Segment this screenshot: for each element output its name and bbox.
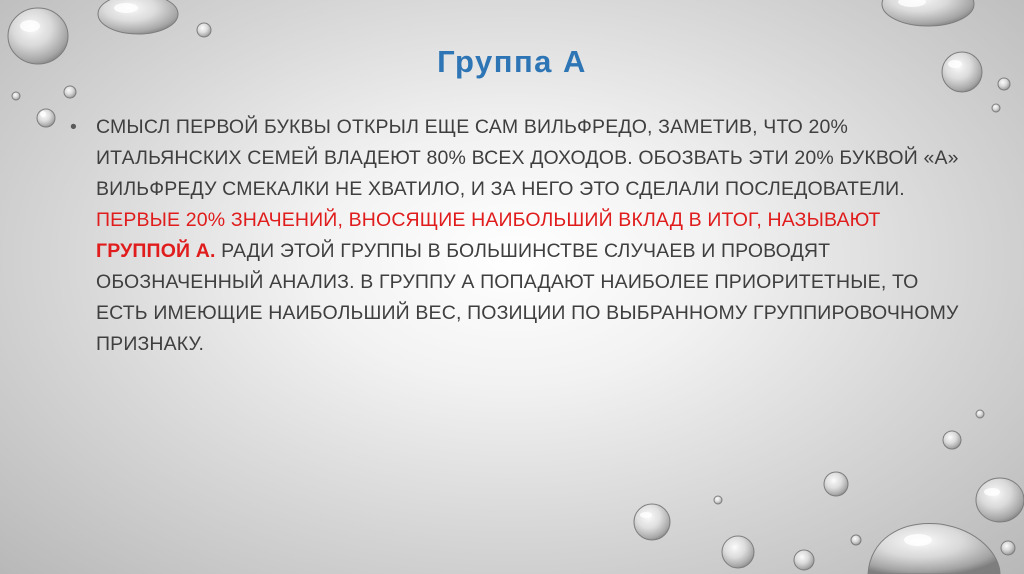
droplet-top-left-medium [98,0,178,34]
slide-body-list [70,112,960,360]
droplet-top-left-small-1 [197,23,211,37]
paragraph-part-1: СМЫСЛ ПЕРВОЙ БУКВЫ ОТКРЫЛ ЕЩЕ САМ ВИЛЬФРЕДО, ЗАМЕТИВ, ЧТО 20% ИТАЛЬЯНСКИХ СЕМЕЙ ВЛАДЕЮТ 80% ВСЕХ ДОХОДОВ. ОБОЗВАТЬ ЭТИ 20% БУКВОЙ «А» ВИЛЬФРЕДУ СМЕКАЛКИ НЕ ХВАТИЛО, И ЗА НЕГО ЭТО СДЕЛАЛИ ПОСЛЕДОВАТЕЛИ. [96,116,959,200]
droplet-bottom-right-medium-4 [824,472,848,496]
highlight-bold-text: ГРУППОЙ А [96,240,210,262]
droplet-bottom-right-small-3 [1001,541,1015,555]
droplet-bottom-right-small-2 [794,550,814,570]
droplet-bottom-right-medium-1 [976,478,1024,522]
slide-title: Группа А [437,44,587,79]
droplet-top-left-small-2 [37,109,55,127]
highlight-text: ПЕРВЫЕ 20% ЗНАЧЕНИЙ, ВНОСЯЩИЕ НАИБОЛЬШИЙ ВКЛАД В ИТОГ, НАЗЫВАЮТ [96,209,881,231]
droplet-bottom-right-medium-3 [722,536,754,568]
highlight-period: . [210,240,216,262]
droplet-bottom-right-large [868,523,1000,574]
droplet-bottom-right-small-1 [943,431,961,449]
droplet-bottom-right-small-6 [851,535,861,545]
droplet-top-left-small-3 [64,86,76,98]
bullet-icon: • [70,116,77,138]
droplet-top-right-small-2 [992,104,1000,112]
bullet-item [70,112,960,360]
droplet-top-right-large [882,0,974,26]
droplet-bottom-right-medium-2 [634,504,670,540]
droplet-bottom-right-small-4 [976,410,984,418]
paragraph-part-2: РАДИ ЭТОЙ ГРУППЫ В БОЛЬШИНСТВЕ СЛУЧАЕВ И ПРОВОДЯТ ОБОЗНАЧЕННЫЙ АНАЛИЗ. В ГРУППУ А ПОПАДАЮТ НАИБОЛЕЕ ПРИОРИТЕТНЫЕ, ТО ЕСТЬ ИМЕЮЩИЕ НАИБОЛЬШИЙ ВЕС, ПОЗИЦИИ ПО ВЫБРАННОМУ ГРУППИРОВОЧНОМУ ПРИЗНАКУ. [96,240,959,355]
droplet-bottom-right-small-5 [714,496,722,504]
droplet-top-left-small-4 [12,92,20,100]
